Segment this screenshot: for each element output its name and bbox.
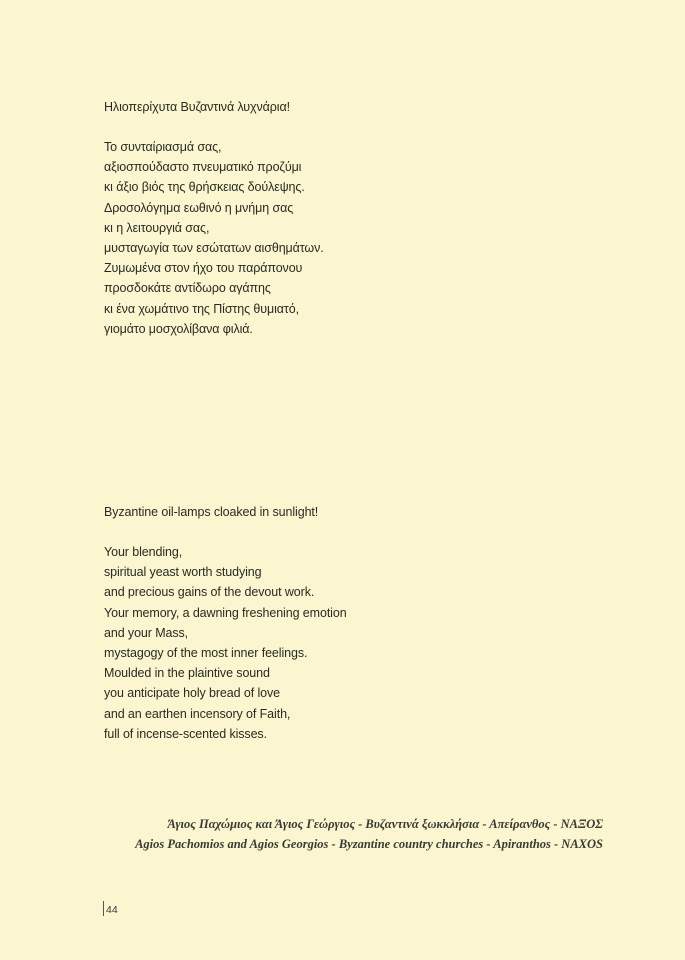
english-poem xyxy=(104,502,347,744)
caption-english: Agios Pachomios and Agios Georgios - Byzantine country churches - Apiranthos - NAXOS xyxy=(135,837,603,851)
page-number-rule xyxy=(103,901,104,916)
english-poem-line: and an earthen incensory of Faith, xyxy=(104,706,291,721)
caption-greek: Άγιος Παχώμιος και Άγιος Γεώργιος - Βυζαντινά ξωκκλήσια - Απείρανθος - ΝΑΞΟΣ xyxy=(167,817,603,831)
english-poem-line: you anticipate holy bread of love xyxy=(104,686,280,701)
greek-poem-line: γιομάτο μοσχολίβανα φιλιά. xyxy=(104,321,253,336)
greek-poem-line: κι ένα χωμάτινο της Πίστης θυμιατό, xyxy=(104,301,299,316)
english-poem-line: Moulded in the plaintive sound xyxy=(104,666,270,681)
stanza-gap xyxy=(104,522,347,542)
greek-poem-line: αξιοσπούδαστο πνευματικό προζύμι xyxy=(104,160,302,175)
photo-caption xyxy=(135,814,603,854)
english-poem-line: spiritual yeast worth studying xyxy=(104,565,262,580)
english-poem-line: full of incense-scented kisses. xyxy=(104,726,267,741)
english-poem-title: Byzantine oil-lamps cloaked in sunlight! xyxy=(104,505,319,519)
english-poem-line: Your memory, a dawning freshening emotion xyxy=(104,605,347,620)
greek-poem xyxy=(104,97,324,339)
greek-poem-title: Ηλιοπερίχυτα Βυζαντινά λυχνάρια! xyxy=(104,100,290,114)
greek-poem-line: κι άξιο βιός της θρήσκειας δούλεψης. xyxy=(104,180,305,195)
english-poem-line: Your blending, xyxy=(104,545,183,559)
greek-poem-line: μυσταγωγία των εσώτατων αισθημάτων. xyxy=(104,240,324,255)
stanza-gap xyxy=(104,117,324,137)
greek-poem-line: προσδοκάτε αντίδωρο αγάπης xyxy=(104,281,271,296)
english-poem-line: and precious gains of the devout work. xyxy=(104,585,315,600)
english-poem-line: and your Mass, xyxy=(104,625,189,640)
greek-poem-line: Το συνταίριασμά σας, xyxy=(104,140,222,154)
greek-poem-line: κι η λειτουργιά σας, xyxy=(104,220,210,235)
greek-poem-line: Δροσολόγημα εωθινό η μνήμη σας xyxy=(104,200,294,215)
page-number xyxy=(103,901,118,916)
page-number-value: 44 xyxy=(106,904,118,916)
english-poem-line: mystagogy of the most inner feelings. xyxy=(104,645,308,660)
greek-poem-line: Ζυμωμένα στον ήχο του παράπονου xyxy=(104,261,303,276)
